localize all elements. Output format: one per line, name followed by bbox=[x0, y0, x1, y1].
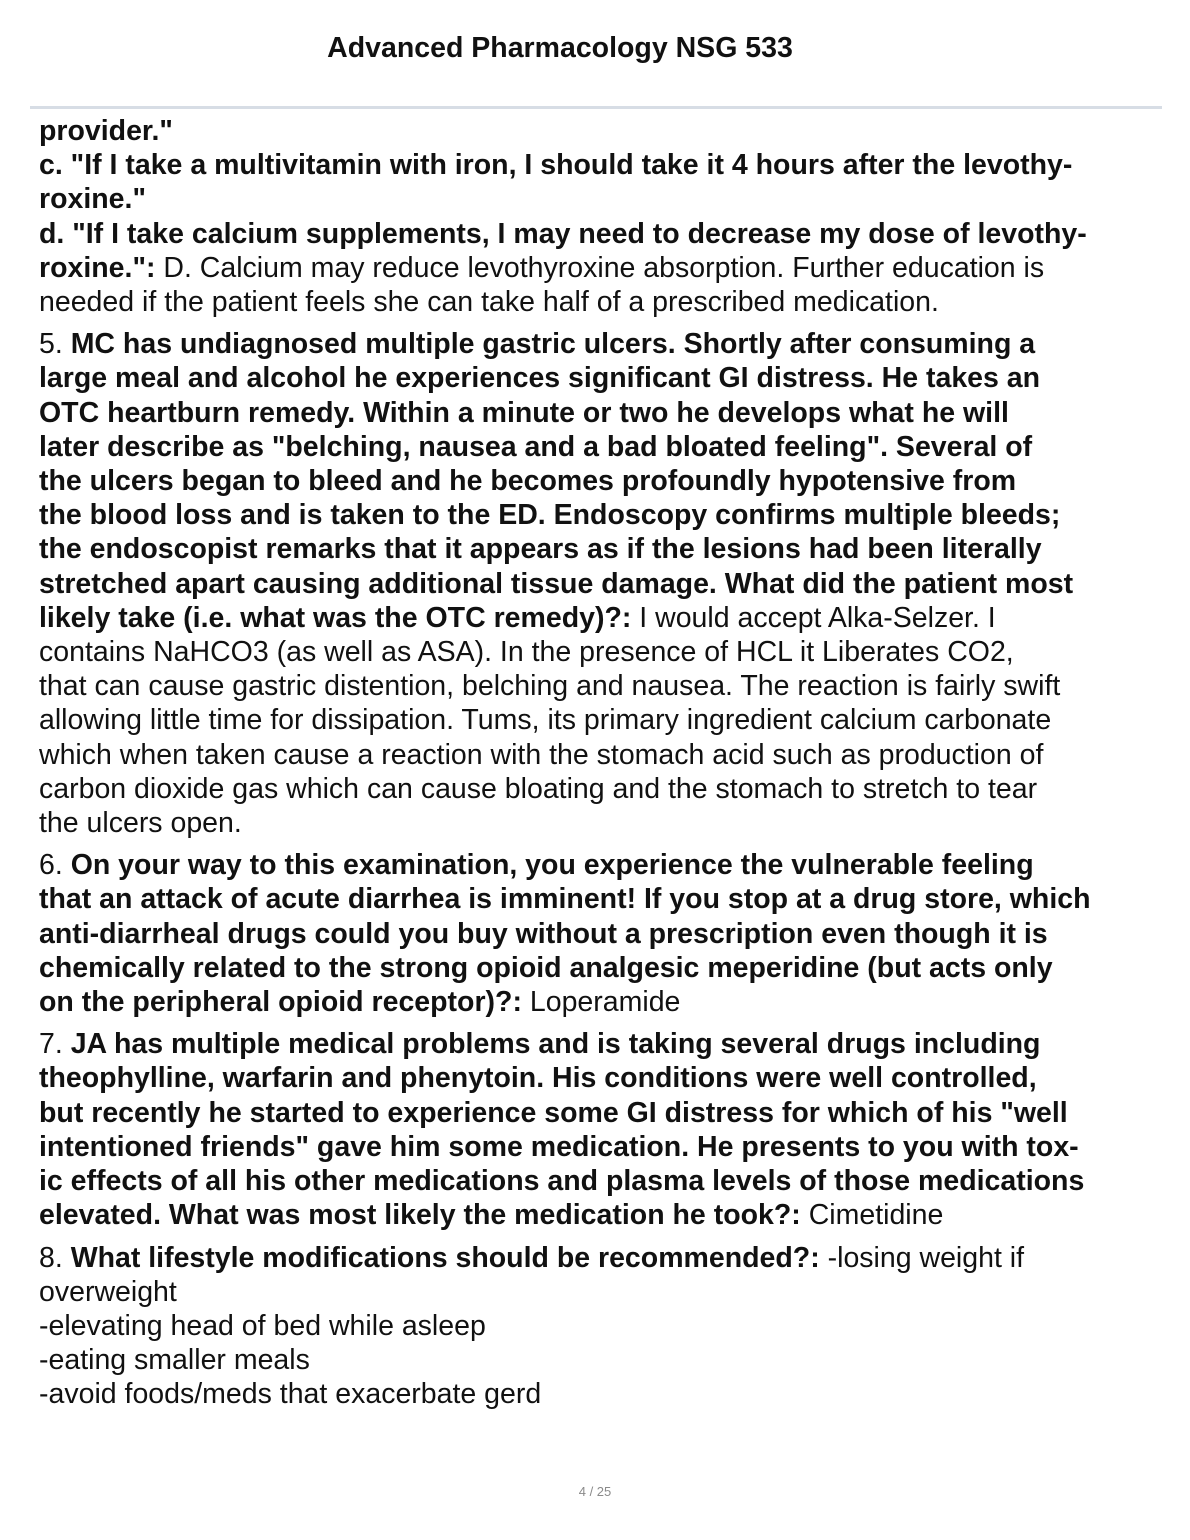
text-line bbox=[39, 567, 1159, 601]
question-text: What lifestyle modifications should be recommended?: bbox=[70, 1241, 828, 1274]
text-line bbox=[39, 114, 1159, 148]
answer-text: contains NaHCO3 (as well as ASA). In the presence of HCL it Liberates CO2, bbox=[39, 636, 1014, 669]
answer-text: D. Calcium may reduce levothyroxine absorption. Further education is bbox=[163, 251, 1045, 284]
question-text: provider." bbox=[39, 115, 173, 147]
answer-text: -losing weight if bbox=[827, 1241, 1025, 1274]
answer-text: overweight bbox=[39, 1275, 177, 1308]
text-line bbox=[39, 1275, 1159, 1309]
question-text: later describe as "belching, nausea and a bad bloated feeling". Several of bbox=[39, 430, 1033, 463]
text-line bbox=[39, 327, 1159, 361]
question-text: likely take (i.e. what was the OTC remedy)?: bbox=[39, 601, 640, 634]
question-text: elevated. What was most likely the medication he took?: bbox=[39, 1199, 809, 1232]
text-line bbox=[39, 148, 1159, 182]
text-line bbox=[39, 917, 1159, 951]
text-line bbox=[39, 182, 1159, 216]
text-line bbox=[39, 396, 1159, 430]
text-line bbox=[39, 1198, 1159, 1232]
answer-text: needed if the patient feels she can take half of a prescribed medication. bbox=[39, 286, 939, 319]
answer-text: 5. bbox=[39, 328, 71, 361]
text-line bbox=[39, 498, 1159, 532]
text-line bbox=[39, 285, 1159, 319]
text-line bbox=[39, 1309, 1159, 1343]
answer-text: carbon dioxide gas which can cause bloating and the stomach to stretch to tear bbox=[39, 772, 1038, 805]
text-line bbox=[39, 1164, 1159, 1198]
page-header-title: Advanced Pharmacology NSG 533 bbox=[327, 32, 793, 64]
question-text: stretched apart causing additional tissue damage. What did the patient most bbox=[39, 567, 1074, 600]
question-text: that an attack of acute diarrhea is imminent! If you stop at a drug store, which bbox=[39, 883, 1091, 916]
question-text: MC has undiagnosed multiple gastric ulcers. Shortly after consuming a bbox=[70, 328, 1036, 361]
text-line bbox=[39, 361, 1159, 395]
answer-text: -eating smaller meals bbox=[39, 1344, 310, 1377]
text-line bbox=[39, 1061, 1159, 1095]
question-text: d. "If I take calcium supplements, I may need to decrease my dose of levothy- bbox=[39, 217, 1087, 250]
question-text: on the peripheral opioid receptor)?: bbox=[39, 986, 530, 1019]
text-line bbox=[39, 848, 1159, 882]
question-text: c. "If I take a multivitamin with iron, I should take it 4 hours after the levothy- bbox=[39, 149, 1073, 182]
question-text: ic effects of all his other medications and plasma levels of those medications bbox=[39, 1165, 1085, 1198]
text-line bbox=[39, 1130, 1159, 1164]
document-body bbox=[39, 114, 1159, 1420]
text-line bbox=[39, 882, 1159, 916]
question-6 bbox=[39, 848, 1159, 1019]
question-text: the endoscopist remarks that it appears as if the lesions had been literally bbox=[39, 533, 1042, 566]
text-line bbox=[39, 951, 1159, 985]
answer-text: allowing little time for dissipation. Tums, its primary ingredient calcium carbonate bbox=[39, 704, 1052, 737]
question-5 bbox=[39, 327, 1159, 840]
answer-text: 7. bbox=[39, 1028, 71, 1061]
text-line bbox=[39, 217, 1159, 251]
question-text: roxine." bbox=[39, 183, 146, 216]
text-line bbox=[39, 669, 1159, 703]
text-line bbox=[39, 738, 1159, 772]
text-line bbox=[39, 251, 1159, 285]
question-text: intentioned friends" gave him some medication. He presents to you with tox- bbox=[39, 1130, 1079, 1163]
question-text: chemically related to the strong opioid analgesic meperidine (but acts only bbox=[39, 951, 1053, 984]
answer-text: -avoid foods/meds that exacerbate gerd bbox=[39, 1378, 542, 1411]
answer-text: Loperamide bbox=[529, 986, 681, 1019]
answer-continuation bbox=[39, 114, 1159, 319]
question-text: On your way to this examination, you experience the vulnerable feeling bbox=[70, 849, 1034, 882]
text-line bbox=[39, 703, 1159, 737]
question-text: JA has multiple medical problems and is taking several drugs including bbox=[70, 1028, 1041, 1061]
text-line bbox=[39, 985, 1159, 1019]
text-line bbox=[39, 1027, 1159, 1061]
question-text: roxine.": bbox=[39, 251, 164, 284]
question-8 bbox=[39, 1241, 1159, 1412]
text-line bbox=[39, 430, 1159, 464]
answer-text: 6. bbox=[39, 849, 71, 882]
question-text: but recently he started to experience some GI distress for which of his "well bbox=[39, 1096, 1068, 1129]
question-text: OTC heartburn remedy. Within a minute or two he develops what he will bbox=[39, 396, 1009, 429]
text-line bbox=[39, 532, 1159, 566]
text-line bbox=[39, 772, 1159, 806]
answer-text: I would accept Alka-Selzer. I bbox=[639, 601, 996, 634]
text-line bbox=[39, 1377, 1159, 1411]
answer-text: Cimetidine bbox=[808, 1199, 944, 1232]
question-text: large meal and alcohol he experiences significant GI distress. He takes an bbox=[39, 362, 1041, 395]
header-divider bbox=[30, 106, 1162, 109]
text-line bbox=[39, 806, 1159, 840]
question-text: theophylline, warfarin and phenytoin. His conditions were well controlled, bbox=[39, 1062, 1037, 1095]
page-number: 4 / 25 bbox=[578, 1484, 612, 1499]
text-line bbox=[39, 601, 1159, 635]
question-text: the ulcers began to bleed and he becomes profoundly hypotensive from bbox=[39, 465, 1017, 498]
answer-text: -elevating head of bed while asleep bbox=[39, 1309, 486, 1342]
question-text: anti-diarrheal drugs could you buy without a prescription even though it is bbox=[39, 917, 1048, 950]
answer-text: the ulcers open. bbox=[39, 807, 242, 840]
answer-text: 8. bbox=[39, 1241, 71, 1274]
question-7 bbox=[39, 1027, 1159, 1232]
text-line bbox=[39, 1343, 1159, 1377]
text-line bbox=[39, 1241, 1159, 1275]
answer-text: that can cause gastric distention, belching and nausea. The reaction is fairly swift bbox=[39, 670, 1061, 703]
question-text: the blood loss and is taken to the ED. Endoscopy confirms multiple bleeds; bbox=[39, 499, 1061, 532]
text-line bbox=[39, 635, 1159, 669]
answer-text: which when taken cause a reaction with the stomach acid such as production of bbox=[39, 738, 1044, 771]
text-line bbox=[39, 464, 1159, 498]
text-line bbox=[39, 1096, 1159, 1130]
